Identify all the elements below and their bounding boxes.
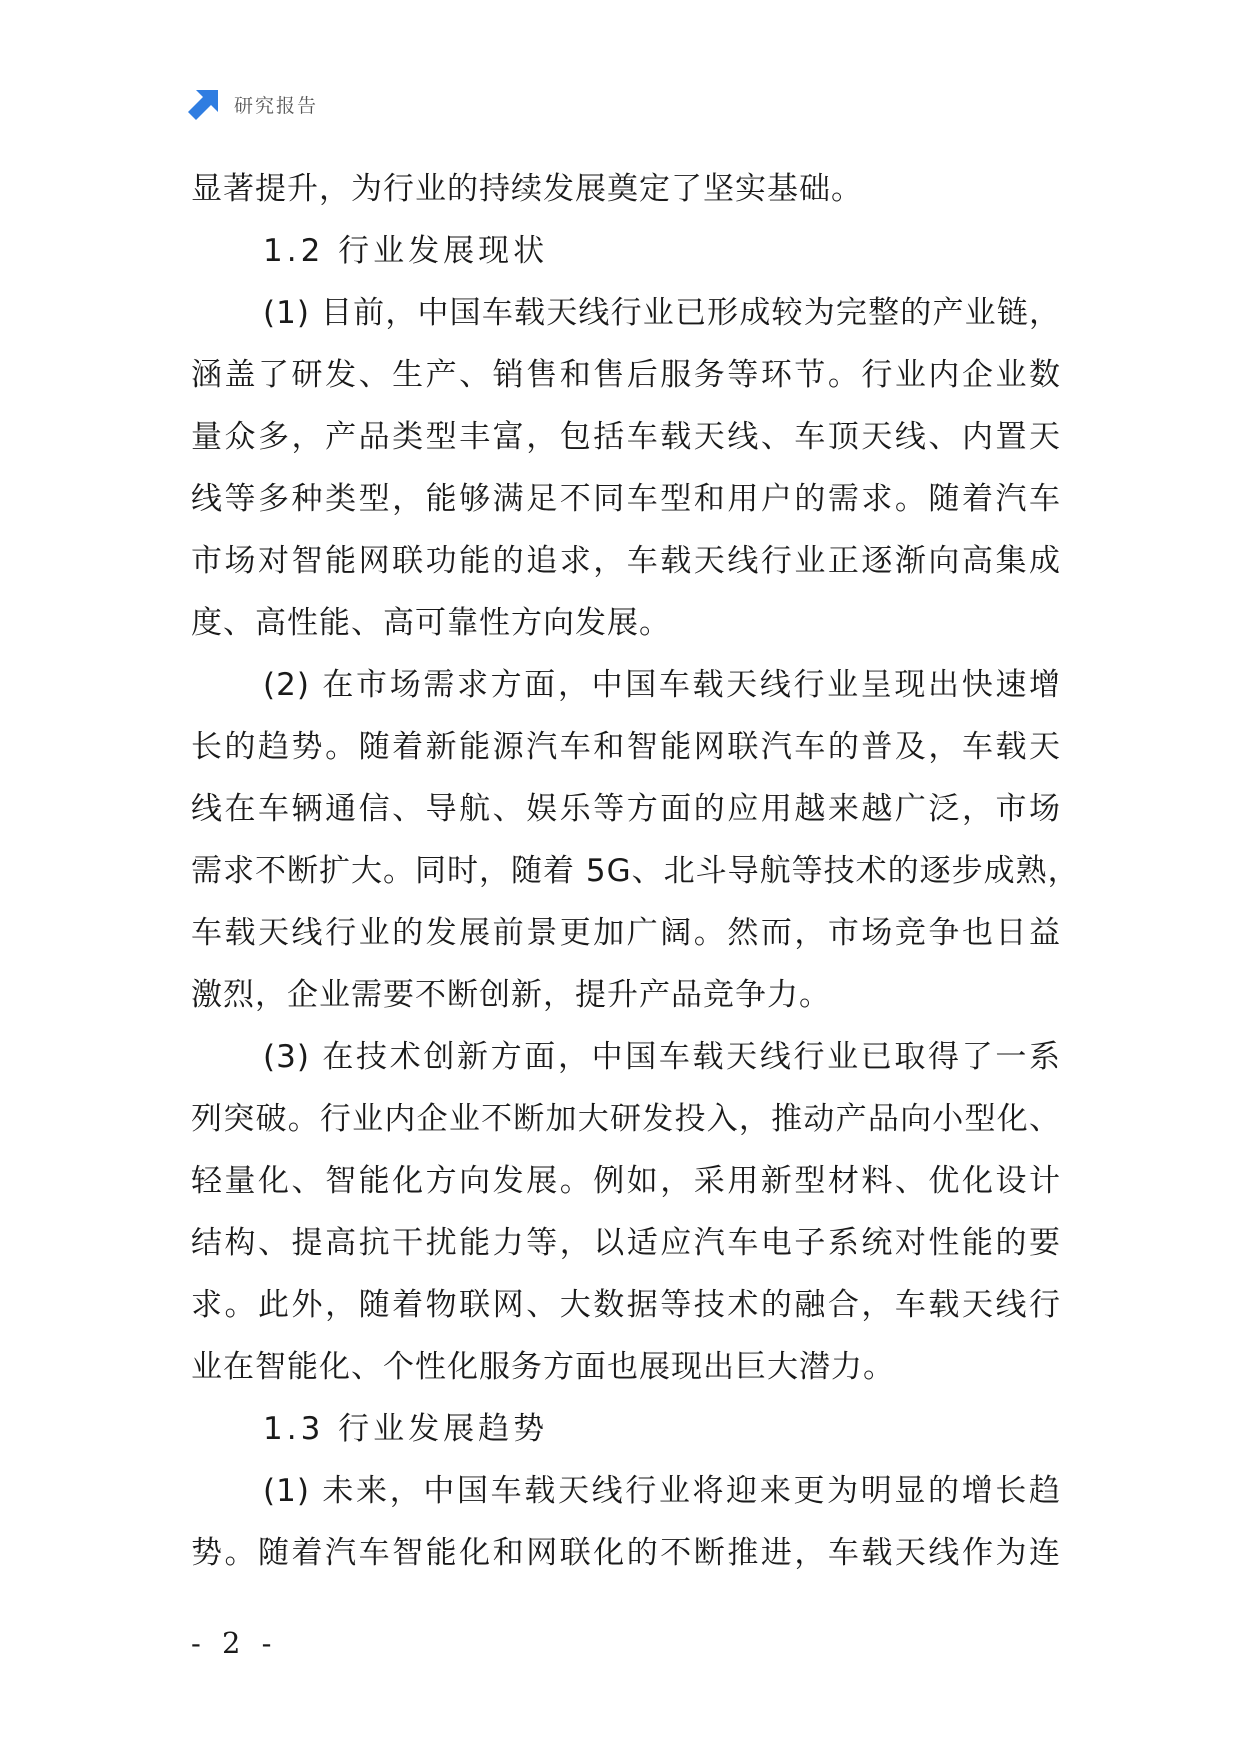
body-line: 势。随着汽车智能化和网联化的不断推进，车载天线作为连	[191, 1535, 1061, 1571]
body-line: 显著提升，为行业的持续发展奠定了坚实基础。	[191, 171, 863, 207]
body-line: 列突破。行业内企业不断加大研发投入，推动产品向小型化、	[191, 1101, 1061, 1137]
arrow-up-right-icon	[188, 88, 220, 120]
body-line: 求。此外，随着物联网、大数据等技术的融合，车载天线行	[191, 1287, 1061, 1323]
body-line: 涵盖了研发、生产、销售和售后服务等环节。行业内企业数	[191, 357, 1061, 393]
paragraph-first-line: (3) 在技术创新方面，中国车载天线行业已取得了一系	[263, 1039, 1061, 1075]
body-line: 线在车辆通信、导航、娱乐等方面的应用越来越广泛，市场	[191, 791, 1061, 827]
body-line: 激烈，企业需要不断创新，提升产品竞争力。	[191, 977, 831, 1013]
header-title: 研究报告	[234, 94, 319, 117]
page-header	[188, 86, 318, 122]
paragraph-first-line: (1) 目前，中国车载天线行业已形成较为完整的产业链，	[263, 295, 1061, 331]
body-line: 轻量化、智能化方向发展。例如，采用新型材料、优化设计	[191, 1163, 1061, 1199]
body-line: 业在智能化、个性化服务方面也展现出巨大潜力。	[191, 1349, 895, 1385]
body-line: 车载天线行业的发展前景更加广阔。然而，市场竞争也日益	[191, 915, 1061, 951]
body-line: 长的趋势。随着新能源汽车和智能网联汽车的普及，车载天	[191, 729, 1061, 765]
page-number: - 2 -	[191, 1626, 278, 1660]
paragraph-first-line: (1) 未来，中国车载天线行业将迎来更为明显的增长趋	[263, 1473, 1061, 1509]
document-body	[191, 158, 1080, 1584]
section-heading: 1.3 行业发展趋势	[263, 1411, 549, 1447]
body-line: 需求不断扩大。同时，随着 5G、北斗导航等技术的逐步成熟，	[191, 853, 1080, 889]
body-line: 线等多种类型，能够满足不同车型和用户的需求。随着汽车	[191, 481, 1061, 517]
body-line: 量众多，产品类型丰富，包括车载天线、车顶天线、内置天	[191, 419, 1061, 455]
paragraph-first-line: (2) 在市场需求方面，中国车载天线行业呈现出快速增	[263, 667, 1061, 703]
body-line: 结构、提高抗干扰能力等，以适应汽车电子系统对性能的要	[191, 1225, 1061, 1261]
section-heading: 1.2 行业发展现状	[263, 233, 549, 269]
body-line: 度、高性能、高可靠性方向发展。	[191, 605, 671, 641]
body-line: 市场对智能网联功能的追求，车载天线行业正逐渐向高集成	[191, 543, 1061, 579]
